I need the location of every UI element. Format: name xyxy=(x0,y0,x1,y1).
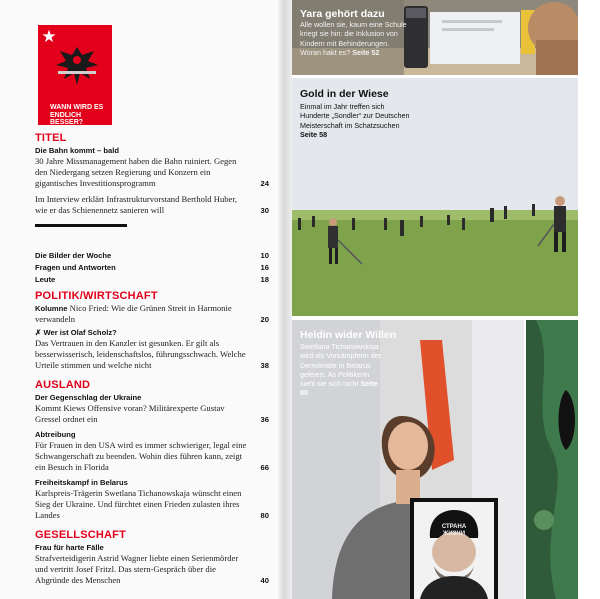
section-ausland: AUSLAND xyxy=(35,379,91,391)
section-titel: TITEL xyxy=(35,132,67,144)
magazine-cover-thumbnail[interactable] xyxy=(38,25,112,125)
section-gesellschaft: GESELLSCHAFT xyxy=(35,529,127,541)
eagle-emblem-icon xyxy=(52,41,102,89)
page-number: 20 xyxy=(260,315,269,324)
entry-headline: Freiheitskampf in Belarus xyxy=(35,478,128,487)
teaser-gold[interactable] xyxy=(292,78,578,316)
entry-headline: ✗ Wer ist Olaf Scholz? xyxy=(35,328,117,337)
foliage-photo xyxy=(526,320,578,599)
teaser-page: Seite 80 xyxy=(300,379,378,398)
stern-logo-icon: ★ xyxy=(41,27,57,47)
toc-entry-abtreibung[interactable] xyxy=(35,430,269,473)
page-number: 24 xyxy=(260,179,269,188)
page-number: 18 xyxy=(260,275,269,284)
teaser-page: Seite 52 xyxy=(352,47,380,57)
entry-text: 30 Jahre Missmanagement haben die Bahn ruiniert. Gegen den Niedergang setzen Regierung und Konzern ein gigantisches Investitionsprogramm xyxy=(35,156,237,188)
photo-edge xyxy=(526,320,578,599)
page-gutter xyxy=(278,0,292,599)
toc-entry-wagner[interactable] xyxy=(35,543,269,586)
toc-entry-ukraine[interactable] xyxy=(35,393,269,425)
entry-headline: Frau für harte Fälle xyxy=(35,543,104,552)
teaser-page: Seite 58 xyxy=(300,129,328,139)
cover-headline: WANN WIRD ES ENDLICH BESSER? xyxy=(50,104,104,125)
entry-text: Strafverteidigerin Astrid Wagner liebte einen Serienmörder und vertritt Josef Fritzl. Das stern-Gespräch über die Abgründe des Menschen xyxy=(35,553,239,585)
toc-entry-bilder[interactable]: Die Bilder der Woche 10 xyxy=(35,251,269,260)
toc-entry-bahn[interactable] xyxy=(35,146,269,189)
entry-headline: Der Gegenschlag der Ukraine xyxy=(35,393,142,402)
toc-entry-kolumne[interactable] xyxy=(35,303,269,325)
entry-text: Kommt Kiews Offensive voran? Militärexperte Gustav Gressel ordnet ein xyxy=(35,403,225,424)
teaser-title: Gold in der Wiese xyxy=(300,88,389,100)
entry-text: Im Interview erklärt Infrastrukturvorstand Berthold Huber, wie er das Schienennetz sanieren will xyxy=(35,194,238,215)
page-number: 16 xyxy=(260,263,269,272)
entry-text: Karlspreis-Trägerin Swetlana Tichanowskaja wünscht einen Sieg der Ukraine. Und fürchtet einen Frieden zulasten ihres Landes xyxy=(35,488,242,520)
teaser-desc: Einmal im Jahr treffen sich Hunderte „Sondler“ zur Deutschen Meisterschaft im Schatzsuchen Seite 58 xyxy=(300,102,410,139)
teaser-yara[interactable] xyxy=(292,0,578,75)
toc-entry-scholz[interactable] xyxy=(35,328,269,371)
page-number: 36 xyxy=(260,415,269,424)
entry-headline: Die Bahn kommt – bald xyxy=(35,146,119,155)
page-number: 66 xyxy=(260,463,269,472)
svg-text:ЖИЗНИ: ЖИЗНИ xyxy=(442,531,466,537)
bleed-through-text xyxy=(95,0,285,130)
page-number: 30 xyxy=(260,206,269,215)
toc-page xyxy=(0,0,285,599)
teaser-heldin[interactable] xyxy=(292,320,524,599)
page-number: 80 xyxy=(260,511,269,520)
page-number: 38 xyxy=(260,361,269,370)
toc-entry-leute[interactable]: Leute 18 xyxy=(35,275,269,284)
toc-entry-fragen[interactable]: Fragen und Antworten 16 xyxy=(35,263,269,272)
entry-text: Für Frauen in den USA wird es immer schwieriger, legal eine Schwangerschaft zu beenden. Wohin dies führen kann, zeigt ein Besuch in Florida xyxy=(35,440,247,472)
entry-headline: Kolumne xyxy=(35,304,68,313)
page-number: 40 xyxy=(260,576,269,585)
toc-entry-belarus[interactable] xyxy=(35,478,269,521)
section-divider xyxy=(35,224,127,227)
teaser-desc: Swetlana Tichanowskaja wird als Vorkämpferin der Demokratie in Belarus gefeiert. As Politikerin sieht sie sich nicht Seite 80 xyxy=(300,342,382,398)
teaser-title: Yara gehört dazu xyxy=(300,8,385,20)
entry-text: Nico Fried: Wie die Grünen Streit in Harmonie verwandeln xyxy=(35,303,232,324)
cap-print: СТРАНА xyxy=(441,524,467,530)
teaser-desc: Alle wollen sie, kaum eine Schule kriegt sie hin: die Inklusion von Kindern mit Behinderungen. Woran hakt es? Seite 52 xyxy=(300,20,407,57)
toc-entry-interview[interactable] xyxy=(35,194,269,216)
entry-headline: Abtreibung xyxy=(35,430,76,439)
entry-text: Das Vertrauen in den Kanzler ist gesunken. Er gilt als besserwisserisch, leidenschaftslos, führungsschwach. Welche Urteile stimmen und welche nicht xyxy=(35,338,246,370)
page-number: 10 xyxy=(260,251,269,260)
section-politik: POLITIK/WIRTSCHAFT xyxy=(35,290,158,302)
teaser-title: Heldin wider Willen xyxy=(300,329,397,341)
